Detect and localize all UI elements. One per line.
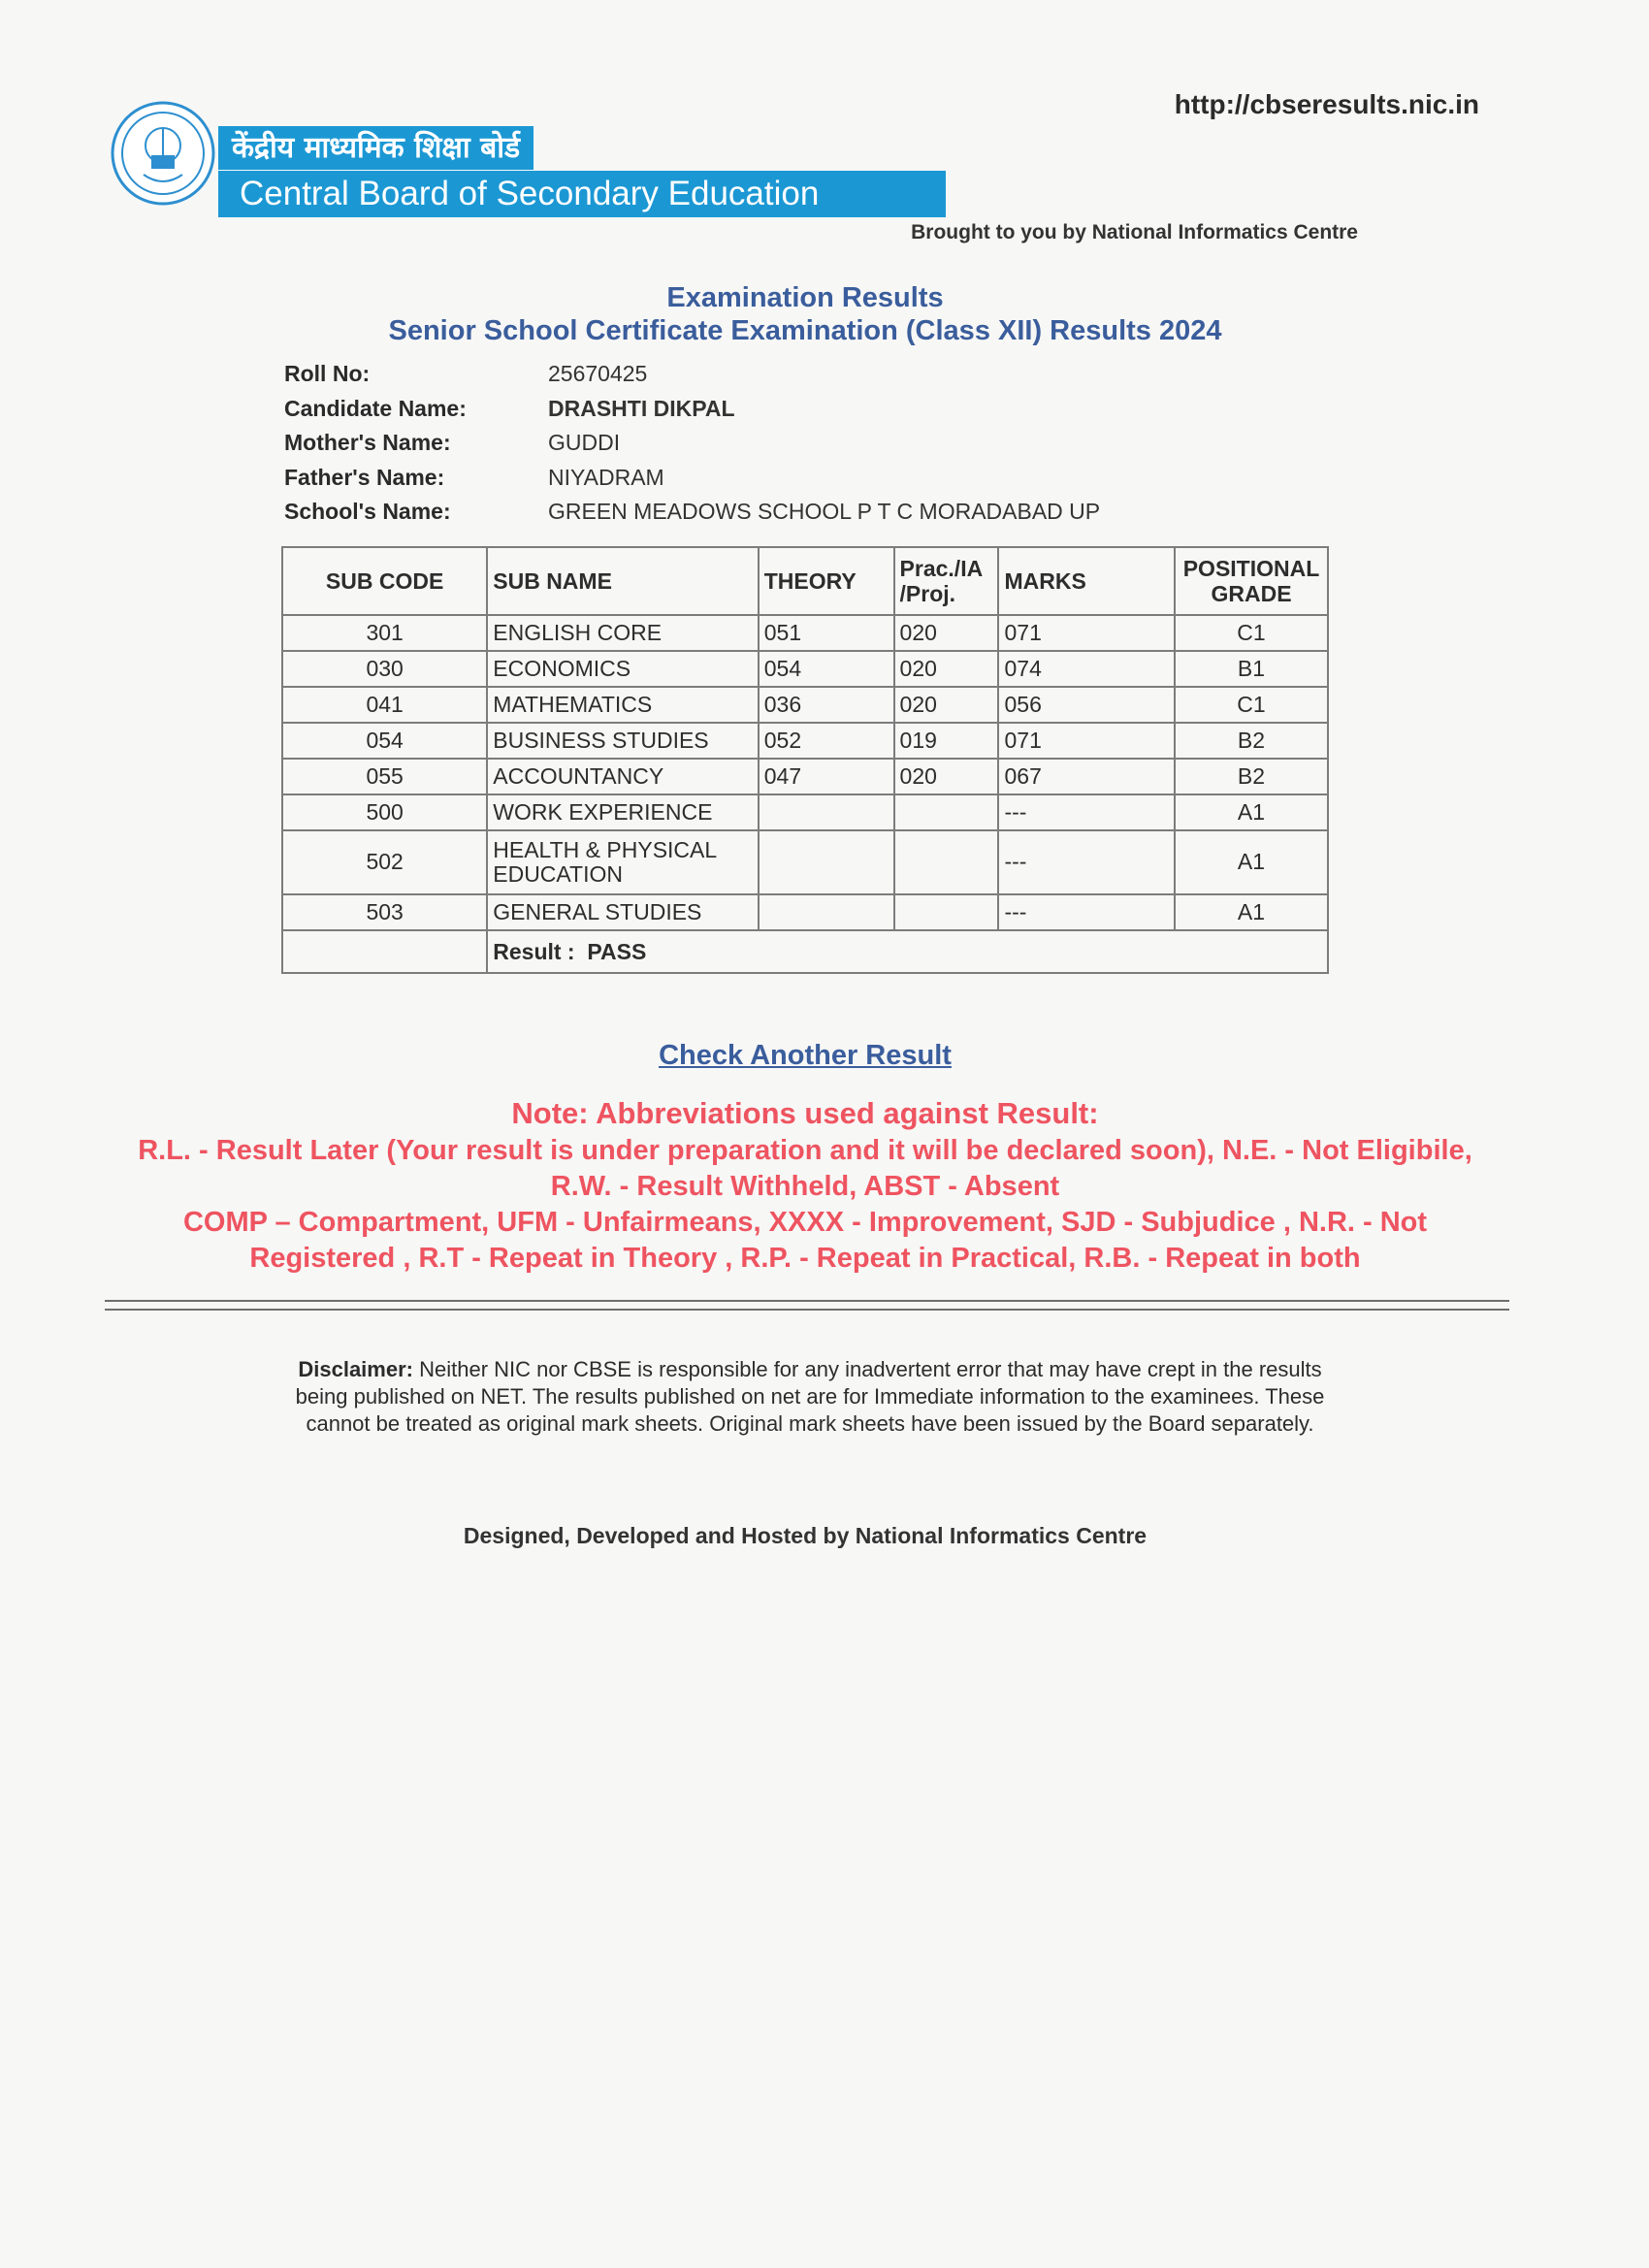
grade-cell: A1 — [1175, 894, 1328, 930]
col-header: Prac./IA /Proj. — [894, 547, 999, 615]
theory-cell: 036 — [759, 687, 894, 723]
theory-cell: 054 — [759, 651, 894, 687]
theory-cell: 052 — [759, 723, 894, 759]
table-row — [282, 894, 1328, 930]
sub-code-cell: 030 — [282, 651, 487, 687]
marks-cell: 067 — [998, 759, 1175, 794]
sub-code-cell: 301 — [282, 615, 487, 651]
marks-cell: --- — [998, 794, 1175, 830]
note-line: COMP – Compartment, UFM - Unfairmeans, XXXX - Improvement, SJD - Subjudice , N.R. - Not — [182, 1207, 1428, 1238]
practical-cell: 020 — [894, 687, 999, 723]
marks-cell: 056 — [998, 687, 1175, 723]
col-header: MARKS — [998, 547, 1175, 615]
footer-credit: Designed, Developed and Hosted by National Informatics Centre — [463, 1523, 1148, 1548]
table-row — [282, 759, 1328, 794]
cbse-emblem-logo — [109, 99, 217, 208]
practical-cell — [894, 794, 999, 830]
marks-cell: --- — [998, 894, 1175, 930]
board-name-hindi: केंद्रीय माध्यमिक शिक्षा बोर्ड — [218, 126, 534, 170]
candidate-info — [284, 357, 1100, 530]
table-row — [282, 830, 1328, 894]
theory-cell: 051 — [759, 615, 894, 651]
disclaimer-label: Disclaimer: — [298, 1357, 413, 1381]
empty-cell — [282, 930, 487, 973]
info-label: Candidate Name: — [284, 395, 467, 421]
practical-cell: 020 — [894, 759, 999, 794]
sub-code-cell: 054 — [282, 723, 487, 759]
table-row — [282, 651, 1328, 687]
theory-cell — [759, 830, 894, 894]
practical-cell: 020 — [894, 615, 999, 651]
sub-name-cell: HEALTH & PHYSICAL EDUCATION — [487, 830, 758, 894]
sub-name-cell: GENERAL STUDIES — [487, 894, 758, 930]
info-label: Father's Name: — [284, 464, 445, 490]
disclaimer — [281, 1356, 1339, 1438]
info-label: School's Name: — [284, 499, 451, 525]
candidate-name-row — [284, 392, 1100, 427]
sub-code-cell: 503 — [282, 894, 487, 930]
sub-code-cell: 055 — [282, 759, 487, 794]
table-row — [282, 615, 1328, 651]
marks-cell: 071 — [998, 615, 1175, 651]
info-value: NIYADRAM — [548, 464, 664, 490]
result-value: PASS — [587, 938, 647, 964]
board-name-english: Central Board of Secondary Education — [218, 171, 946, 217]
info-value: GREEN MEADOWS SCHOOL P T C MORADABAD UP — [548, 499, 1101, 525]
note-line: R.W. - Result Withheld, ABST - Absent — [550, 1171, 1060, 1202]
marks-cell: 074 — [998, 651, 1175, 687]
sub-name-cell: ENGLISH CORE — [487, 615, 758, 651]
table-row — [282, 687, 1328, 723]
info-label: Roll No: — [284, 361, 371, 387]
sub-name-cell: MATHEMATICS — [487, 687, 758, 723]
note-title: Note: Abbreviations used against Result: — [511, 1096, 1099, 1130]
practical-cell — [894, 894, 999, 930]
grade-cell: B2 — [1175, 723, 1328, 759]
table-row — [282, 794, 1328, 830]
note-line: R.L. - Result Later (Your result is under preparation and it will be declared soon), N.E. - Not Eligibile, — [138, 1135, 1472, 1166]
sub-code-cell: 041 — [282, 687, 487, 723]
grade-cell: B1 — [1175, 651, 1328, 687]
page-title: Examination Results — [666, 282, 944, 313]
marks-table — [281, 546, 1329, 974]
info-value: 25670425 — [548, 361, 648, 387]
marks-cell: 071 — [998, 723, 1175, 759]
school-name-row — [284, 495, 1100, 530]
info-value: GUDDI — [548, 430, 621, 456]
brought-by-text: Brought to you by National Informatics Centre — [911, 221, 1358, 243]
sub-code-cell: 502 — [282, 830, 487, 894]
grade-cell: C1 — [1175, 687, 1328, 723]
sub-name-cell: BUSINESS STUDIES — [487, 723, 758, 759]
divider — [105, 1300, 1509, 1302]
grade-cell: A1 — [1175, 830, 1328, 894]
table-row — [282, 723, 1328, 759]
table-header-row — [282, 547, 1328, 615]
marks-cell: --- — [998, 830, 1175, 894]
theory-cell — [759, 794, 894, 830]
col-header: THEORY — [759, 547, 894, 615]
theory-cell: 047 — [759, 759, 894, 794]
result-row — [282, 930, 1328, 973]
sub-name-cell: ACCOUNTANCY — [487, 759, 758, 794]
grade-cell: C1 — [1175, 615, 1328, 651]
sub-name-cell: WORK EXPERIENCE — [487, 794, 758, 830]
exam-subtitle: Senior School Certificate Examination (Class XII) Results 2024 — [388, 315, 1222, 346]
col-header: POSITIONAL GRADE — [1175, 547, 1328, 615]
check-another-result-link[interactable]: Check Another Result — [659, 1040, 952, 1071]
sub-name-cell: ECONOMICS — [487, 651, 758, 687]
result-label: Result : — [493, 938, 575, 964]
father-name-row — [284, 461, 1100, 496]
site-url: http://cbseresults.nic.in — [1174, 89, 1479, 119]
sub-code-cell: 500 — [282, 794, 487, 830]
mother-name-row — [284, 426, 1100, 461]
note-line: Registered , R.T - Repeat in Theory , R.P. - Repeat in Practical, R.B. - Repeat in both — [249, 1243, 1361, 1274]
disclaimer-text: Neither NIC nor CBSE is responsible for any inadvertent error that may have crept in the results being published on NET. The results published on net are for Immediate information to the examinees. These cannot be treated as original mark sheets. Original mark sheets have been issued by the Board separately. — [295, 1357, 1325, 1436]
col-header: SUB CODE — [282, 547, 487, 615]
practical-cell — [894, 830, 999, 894]
divider — [105, 1309, 1509, 1311]
practical-cell: 020 — [894, 651, 999, 687]
roll-no-row — [284, 357, 1100, 392]
practical-cell: 019 — [894, 723, 999, 759]
info-value: DRASHTI DIKPAL — [548, 395, 735, 421]
col-header: SUB NAME — [487, 547, 758, 615]
abbreviations-note — [87, 1094, 1523, 1277]
grade-cell: A1 — [1175, 794, 1328, 830]
theory-cell — [759, 894, 894, 930]
grade-cell: B2 — [1175, 759, 1328, 794]
result-cell — [487, 930, 1328, 973]
info-label: Mother's Name: — [284, 430, 451, 456]
